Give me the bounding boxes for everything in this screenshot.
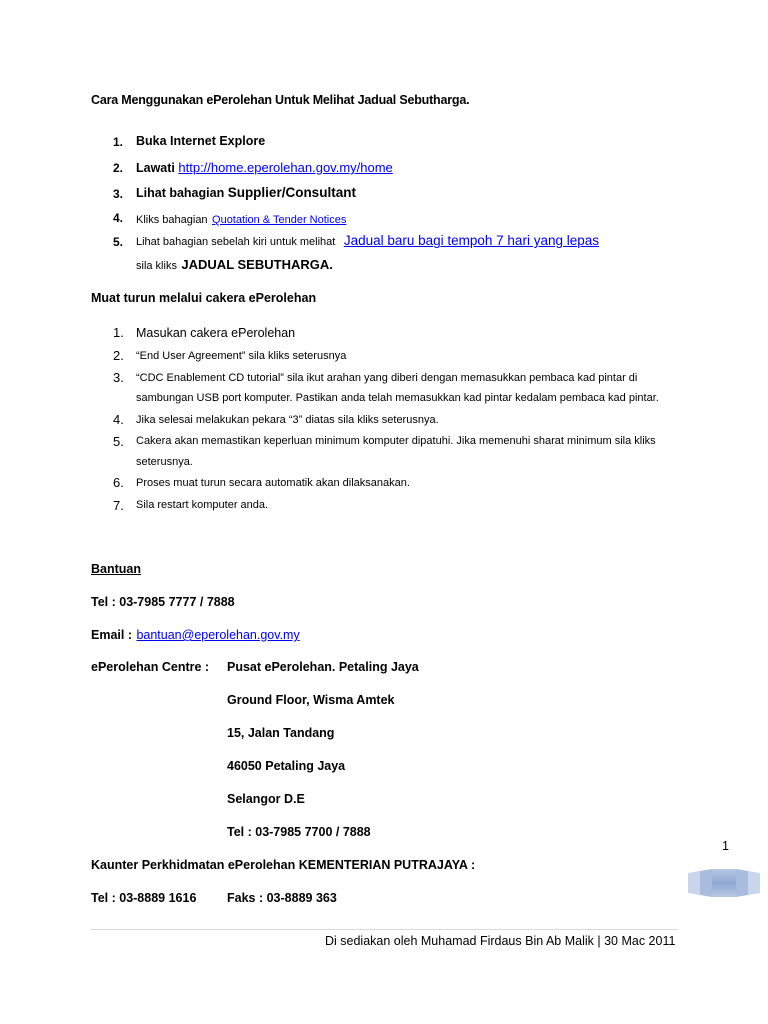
step-5-text: Lihat bahagian sebelah kiri untuk melihat xyxy=(136,236,336,248)
dl-step-5-text: Cakera akan memastikan keperluan minimum komputer dipatuhi. Jika memenuhi sharat minimum sila kliks xyxy=(136,435,656,447)
step-2-text: Lawati xyxy=(136,161,175,175)
jadual-sebutharga-label: JADUAL SEBUTHARGA. xyxy=(181,257,333,272)
dl-step-7-text: Sila restart komputer anda. xyxy=(136,499,269,511)
dl-step-6-number: 6. xyxy=(113,475,124,490)
dl-step-2-number: 2. xyxy=(113,348,124,363)
document-title: Cara Menggunakan ePerolehan Untuk Melihat Jadual Sebutharga. xyxy=(91,93,470,107)
step-2-number: 2. xyxy=(113,161,124,175)
bantuan-heading: Bantuan xyxy=(91,562,141,576)
bantuan-email-line xyxy=(91,626,300,644)
step-5-line2-prefix: sila kliks xyxy=(136,260,177,272)
step-3-line xyxy=(136,185,356,200)
dl-step-5-number: 5. xyxy=(113,434,124,449)
dl-step-4-text: Jika selesai melakukan pekara “3” diatas sila kliks seterusnya. xyxy=(136,414,439,426)
footer-divider xyxy=(91,929,678,930)
address-line-1: Pusat ePerolehan. Petaling Jaya xyxy=(227,660,419,674)
footer-text: Di sediakan oleh Muhamad Firdaus Bin Ab Malik | 30 Mac 2011 xyxy=(325,934,676,948)
step-5-line-2 xyxy=(136,256,333,274)
email-link[interactable]: bantuan@eperolehan.gov.my xyxy=(136,628,300,642)
dl-step-4-number: 4. xyxy=(113,412,124,427)
dl-step-6-text: Proses muat turun secara automatik akan dilaksanakan. xyxy=(136,477,410,489)
step-3-text: Lihat bahagian xyxy=(136,186,225,200)
step-1-number: 1. xyxy=(113,135,124,149)
dl-step-2-text: “End User Agreement” sila kliks seterusnya xyxy=(136,350,347,362)
dl-step-1-number: 1. xyxy=(113,325,124,340)
step-4-number: 4. xyxy=(113,211,124,225)
step-4-line xyxy=(136,210,346,228)
dl-step-3-text-2: sambungan USB port komputer. Pastikan anda telah memasukkan kad pintar kedalam pembaca kad pintar. xyxy=(136,392,659,404)
dl-step-3-number: 3. xyxy=(113,370,124,385)
dl-step-7-number: 7. xyxy=(113,498,124,513)
kaunter-faks: Faks : 03-8889 363 xyxy=(227,891,337,905)
bantuan-tel: Tel : 03-7985 7777 / 7888 xyxy=(91,595,235,609)
eperolehan-home-link[interactable]: http://home.eperolehan.gov.my/home xyxy=(178,160,393,175)
supplier-consultant-label: Supplier/Consultant xyxy=(227,185,356,200)
address-line-5: Selangor D.E xyxy=(227,792,305,806)
step-2-line xyxy=(136,160,393,175)
step-5-number: 5. xyxy=(113,235,124,249)
address-line-6: Tel : 03-7985 7700 / 7888 xyxy=(227,825,371,839)
page-number: 1 xyxy=(722,839,729,853)
address-line-2: Ground Floor, Wisma Amtek xyxy=(227,693,395,707)
page-number-decoration xyxy=(688,869,760,897)
step-3-number: 3. xyxy=(113,187,124,201)
step-5-line xyxy=(136,232,599,250)
kaunter-label: Kaunter Perkhidmatan ePerolehan KEMENTERIAN PUTRAJAYA : xyxy=(91,858,476,872)
section-2-heading: Muat turun melalui cakera ePerolehan xyxy=(91,291,317,305)
step-1-text: Buka Internet Explore xyxy=(136,134,266,148)
step-4-text: Kliks bahagian xyxy=(136,214,208,226)
centre-label: ePerolehan Centre : xyxy=(91,660,210,674)
address-line-3: 15, Jalan Tandang xyxy=(227,726,335,740)
kaunter-tel: Tel : 03-8889 1616 xyxy=(91,891,197,905)
dl-step-3-text: “CDC Enablement CD tutorial” sila ikut arahan yang diberi dengan memasukkan pembaca kad pintar di xyxy=(136,372,638,384)
dl-step-5-text-2: seterusnya. xyxy=(136,456,193,468)
quotation-tender-link[interactable]: Quotation & Tender Notices xyxy=(212,214,347,226)
dl-step-1-text: Masukan cakera ePerolehan xyxy=(136,326,296,340)
address-line-4: 46050 Petaling Jaya xyxy=(227,759,346,773)
jadual-baru-link[interactable]: Jadual baru bagi tempoh 7 hari yang lepas xyxy=(343,233,599,248)
email-label: Email : xyxy=(91,628,132,642)
